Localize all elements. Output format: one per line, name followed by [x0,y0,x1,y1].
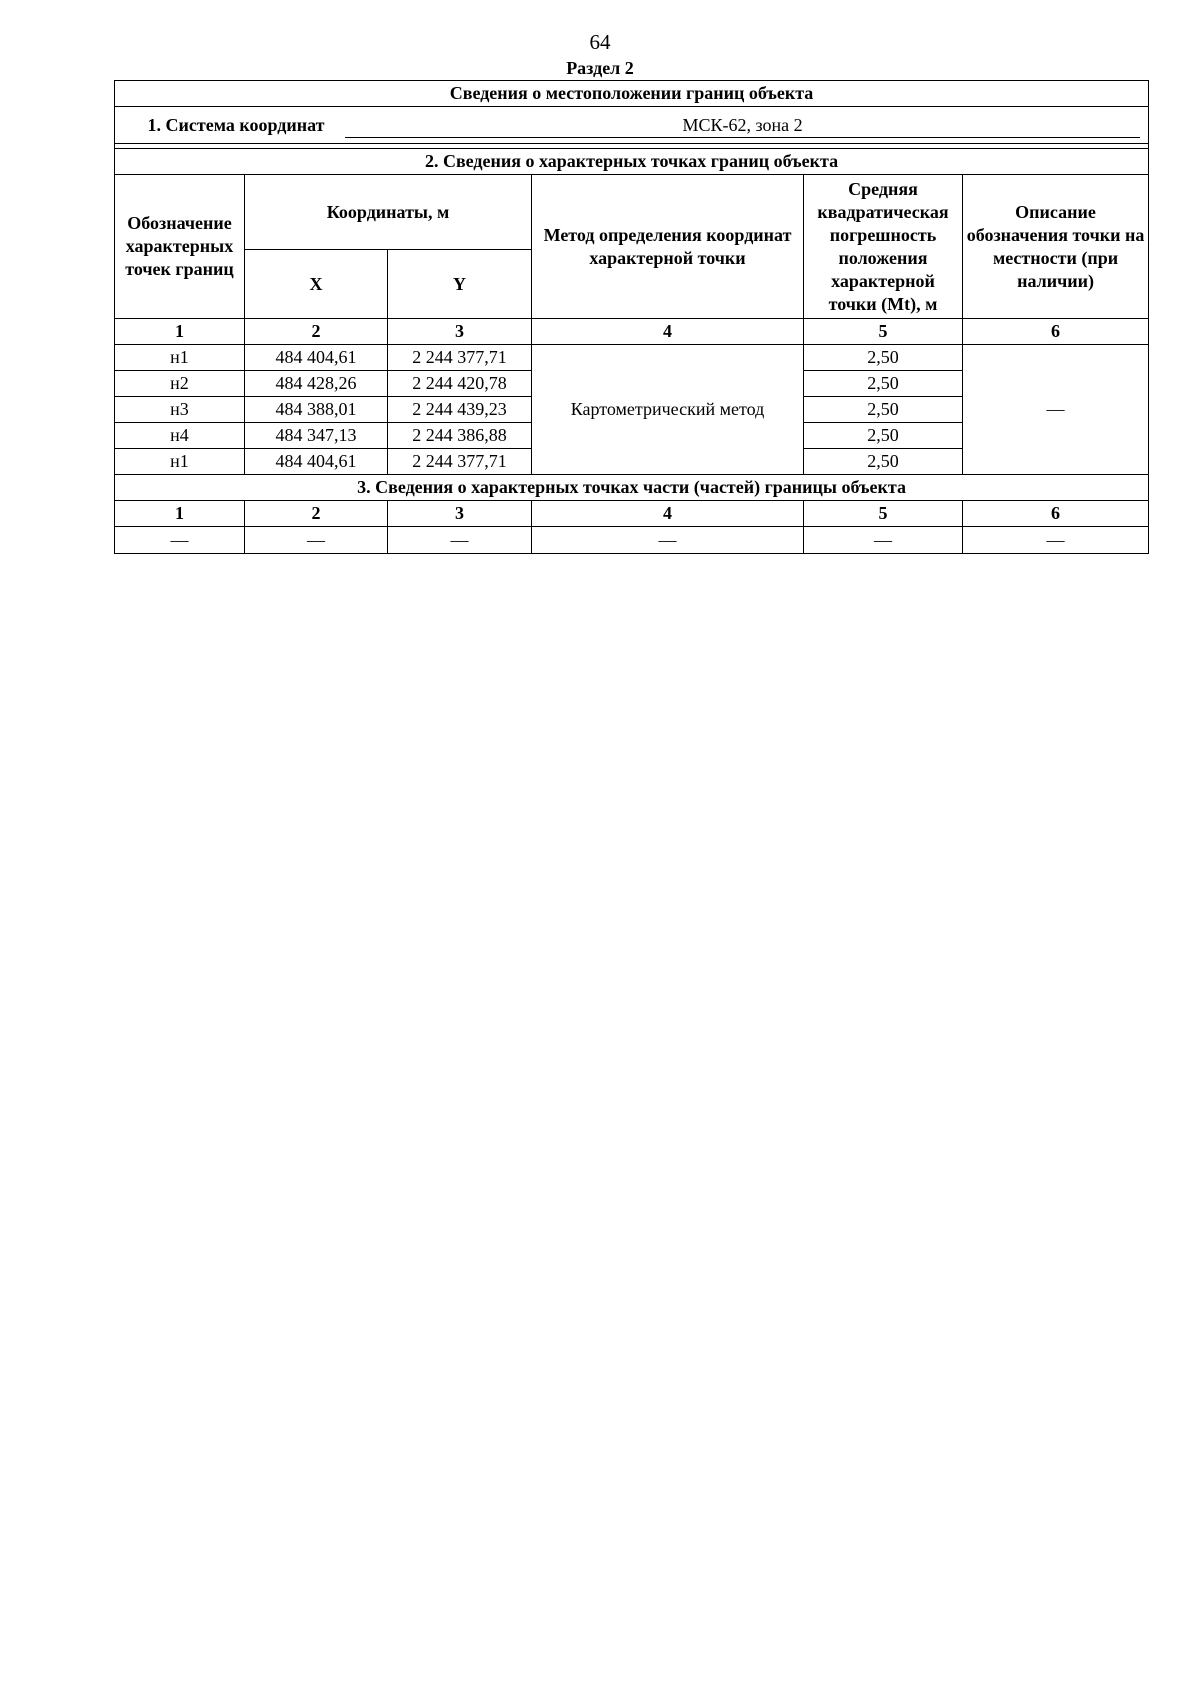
point-y: 2 244 420,78 [388,371,532,397]
point-x: 484 404,61 [245,449,388,475]
header-error: Средняя квадратическая погрешность положения характерной точки (Mt), м [804,175,963,319]
column-number: 3 [388,501,532,527]
parts-cell: — [388,527,532,554]
table-row [115,345,1149,371]
point-x: 484 347,13 [245,423,388,449]
coordinate-system-label: 1. Система координат [147,114,325,135]
coordinate-system-value: МСК-62, зона 2 [345,113,1140,138]
column-number: 5 [804,319,963,345]
point-name: н4 [115,423,245,449]
column-number: 2 [245,501,388,527]
column-number: 4 [532,501,804,527]
column-number: 4 [532,319,804,345]
method-cell: Картометрический метод [532,345,804,475]
parts-cell: — [804,527,963,554]
point-error: 2,50 [804,371,963,397]
table-title: Сведения о местоположении границ объекта [115,81,1149,107]
header-coordinates: Координаты, м [245,175,532,250]
boundaries-table [114,80,1149,554]
points-section-title: 2. Сведения о характерных точках границ объекта [115,149,1149,175]
coordinate-system-row [115,107,1149,144]
point-error: 2,50 [804,397,963,423]
column-number: 1 [115,501,245,527]
point-y: 2 244 439,23 [388,397,532,423]
column-number: 1 [115,319,245,345]
point-error: 2,50 [804,423,963,449]
point-y: 2 244 377,71 [388,449,532,475]
table-row [115,527,1149,554]
parts-section-title: 3. Сведения о характерных точках части (частей) границы объекта [115,475,1149,501]
parts-cell: — [245,527,388,554]
header-designation: Обозначение характерных точек границ [115,175,245,319]
parts-cell: — [115,527,245,554]
point-error: 2,50 [804,345,963,371]
point-name: н2 [115,371,245,397]
header-method: Метод определения координат характерной точки [532,175,804,319]
point-y: 2 244 386,88 [388,423,532,449]
header-description: Описание обозначения точки на местности (при наличии) [963,175,1149,319]
point-name: н1 [115,449,245,475]
point-x: 484 404,61 [245,345,388,371]
column-number: 6 [963,319,1149,345]
parts-cell: — [963,527,1149,554]
column-number: 3 [388,319,532,345]
point-error: 2,50 [804,449,963,475]
column-number: 6 [963,501,1149,527]
column-numbers-row [115,501,1149,527]
column-numbers-row [115,319,1149,345]
section-label: Раздел 2 [566,58,634,78]
column-number: 2 [245,319,388,345]
point-x: 484 428,26 [245,371,388,397]
point-name: н3 [115,397,245,423]
description-cell: — [963,345,1149,475]
column-number: 5 [804,501,963,527]
point-name: н1 [115,345,245,371]
point-x: 484 388,01 [245,397,388,423]
page-number: 64 [589,30,611,54]
header-x: X [245,250,388,319]
parts-cell: — [532,527,804,554]
point-y: 2 244 377,71 [388,345,532,371]
header-y: Y [388,250,532,319]
